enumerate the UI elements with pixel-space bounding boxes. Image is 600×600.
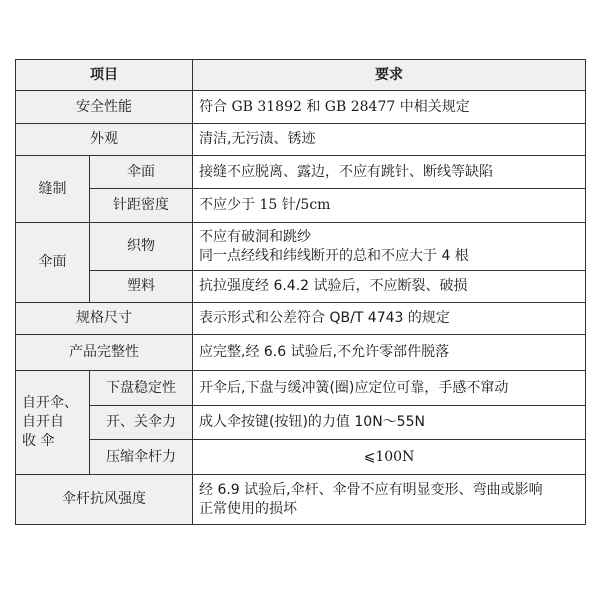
row-label-safety: 安全性能 bbox=[16, 91, 193, 124]
header-requirement: 要求 bbox=[193, 60, 586, 91]
row-req-fabric-line1: 不应有破洞和跳纱 bbox=[199, 228, 311, 245]
row-req-wind-line1: 经 6.9 试验后,伞杆、伞骨不应有明显变形、弯曲或影响 bbox=[199, 481, 543, 498]
row-label-bottom: 下盘稳定性 bbox=[90, 371, 193, 406]
table-row bbox=[16, 303, 586, 335]
table-row bbox=[16, 371, 586, 406]
row-req-force: 成人伞按键(按钮)的力值 10N～55N bbox=[193, 406, 586, 440]
row-req-plastic: 抗拉强度经 6.4.2 试验后，不应断裂、破损 bbox=[193, 271, 586, 303]
table-header-row bbox=[16, 60, 586, 91]
row-req-stitch: 不应少于 15 针/5cm bbox=[193, 189, 586, 223]
group-label-auto-line2: 自开自 bbox=[22, 414, 64, 430]
row-label-force: 开、关伞力 bbox=[90, 406, 193, 440]
row-req-wind-line2: 正常使用的损坏 bbox=[199, 500, 297, 517]
row-req-fabric bbox=[193, 223, 586, 271]
row-req-safety: 符合 GB 31892 和 GB 28477 中相关规定 bbox=[193, 91, 586, 124]
group-label-sewing: 缝制 bbox=[16, 156, 90, 223]
row-label-appearance: 外观 bbox=[16, 124, 193, 156]
row-label-integrity: 产品完整性 bbox=[16, 335, 193, 371]
table-row bbox=[16, 335, 586, 371]
row-req-bottom: 开伞后,下盘与缓冲簧(圈)应定位可靠，手感不窜动 bbox=[193, 371, 586, 406]
row-req-compress: ⩽100N bbox=[193, 440, 586, 475]
group-label-auto bbox=[16, 371, 90, 475]
table-row bbox=[16, 189, 586, 223]
group-label-canopy: 伞面 bbox=[16, 223, 90, 303]
table-row bbox=[16, 223, 586, 271]
table-row bbox=[16, 440, 586, 475]
spec-table bbox=[15, 59, 586, 525]
row-label-size: 规格尺寸 bbox=[16, 303, 193, 335]
table-row bbox=[16, 406, 586, 440]
row-label-sewing-canopy: 伞面 bbox=[90, 156, 193, 189]
header-item: 项目 bbox=[16, 60, 193, 91]
table-row bbox=[16, 124, 586, 156]
row-label-fabric: 织物 bbox=[90, 223, 193, 271]
row-label-stitch: 针距密度 bbox=[90, 189, 193, 223]
table-row bbox=[16, 91, 586, 124]
table-row bbox=[16, 156, 586, 189]
row-req-integrity: 应完整,经 6.6 试验后,不允许零部件脱落 bbox=[193, 335, 586, 371]
row-req-wind bbox=[193, 475, 586, 525]
table-row bbox=[16, 271, 586, 303]
row-req-appearance: 清洁,无污渍、锈迹 bbox=[193, 124, 586, 156]
row-label-compress: 压缩伞杆力 bbox=[90, 440, 193, 475]
group-label-auto-line1: 自开伞、 bbox=[22, 395, 78, 411]
row-req-fabric-line2: 同一点经线和纬线断开的总和不应大于 4 根 bbox=[199, 247, 469, 264]
row-label-plastic: 塑料 bbox=[90, 271, 193, 303]
row-req-sewing-canopy: 接缝不应脱离、露边，不应有跳针、断线等缺陷 bbox=[193, 156, 586, 189]
row-req-size: 表示形式和公差符合 QB/T 4743 的规定 bbox=[193, 303, 586, 335]
group-label-auto-line3: 收 伞 bbox=[22, 433, 55, 449]
row-label-wind: 伞杆抗风强度 bbox=[16, 475, 193, 525]
table-row bbox=[16, 475, 586, 525]
